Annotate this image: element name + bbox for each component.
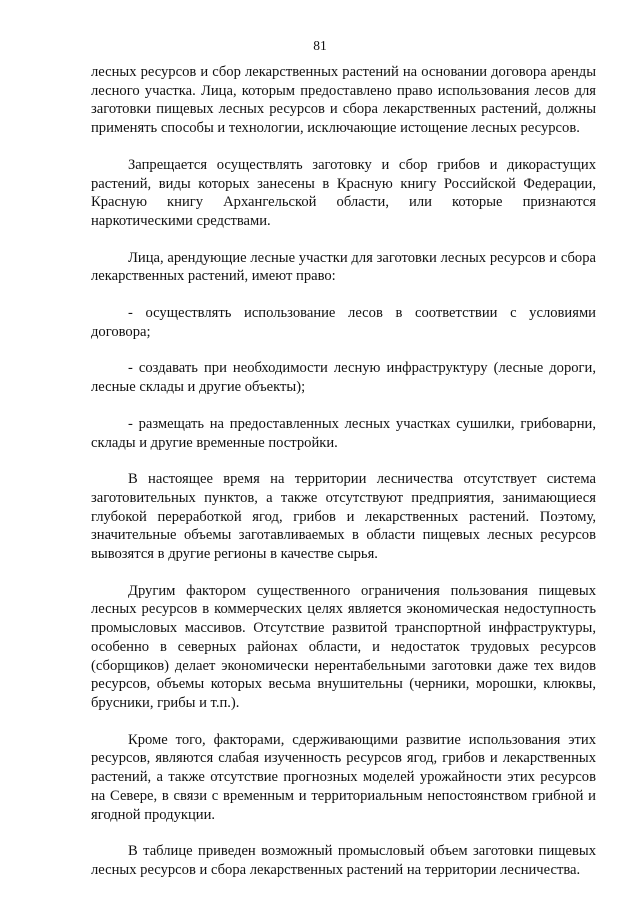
paragraph-table-intro: В таблице приведен возможный промысловый объем заготовки пищевых лесных ресурсов и сбора лекарственных растений на территории лесничества. — [91, 843, 596, 878]
list-item-forest-use: - осуществлять использование лесов в соответствии с условиями договора; — [91, 305, 596, 340]
paragraph-current-state: В настоящее время на территории лесничества отсутствует система заготовительных пунктов, а также отсутствуют предприятия, занимающиеся глубокой переработкой ягод, грибов и лекарственных растений. Поэтому, значительные объемы заготавливаемых в области пищевых лесных ресурсов вывозятся в другие регионы в качестве сырья. — [91, 471, 596, 563]
page-number: 81 — [313, 38, 327, 53]
list-item-infrastructure: - создавать при необходимости лесную инфраструктуру (лесные дороги, лесные склады и другие объекты); — [91, 360, 596, 396]
paragraph-lessee-rights: Лица, арендующие лесные участки для заготовки лесных ресурсов и сбора лекарственных растений, имеют право: — [91, 249, 596, 285]
paragraph-continuation: лесных ресурсов и сбор лекарственных растений на основании договора аренды лесного участка. Лица, которым предоставлено право использования лесов для заготовки пищевых лесных ресурсов и сбора лекарственных растений, должны применять способы и технологии, исключающие истощение лесных ресурсов. — [91, 64, 596, 137]
list-item-temporary-buildings: - размещать на предоставленных лесных участках сушилки, грибоварни, склады и другие временные постройки. — [91, 415, 596, 451]
paragraph-prohibition: Запрещается осуществлять заготовку и сбор грибов и дикорастущих растений, виды которых занесены в Красную книгу Российской Федерации, Красную книгу Архангельской области, или которые признаются наркотическими средствами. — [91, 156, 596, 229]
paragraph-economic-factor: Другим фактором существенного ограничения пользования пищевых лесных ресурсов в коммерческих целях является экономическая недоступность промысловых массивов. Отсутствие развитой транспортной инфраструктуры, особенно в северных районах области, и недостаток трудовых ресурсов (сборщиков) делает экономически нерентабельными заготовки даже тех видов ресурсов, объемы которых весьма внушительны (черники, морошки, клюквы, брусники, грибы и т.п.). — [91, 582, 596, 711]
paragraph-other-factors: Кроме того, факторами, сдерживающими развитие использования этих ресурсов, являются слабая изученность ресурсов ягод, грибов и лекарственных растений, а также отсутствие прогнозных моделей урожайности этих ресурсов на Севере, в связи с временным и территориальным непостоянством грибной и ягодной продукции. — [91, 731, 596, 823]
page-body — [91, 63, 596, 880]
